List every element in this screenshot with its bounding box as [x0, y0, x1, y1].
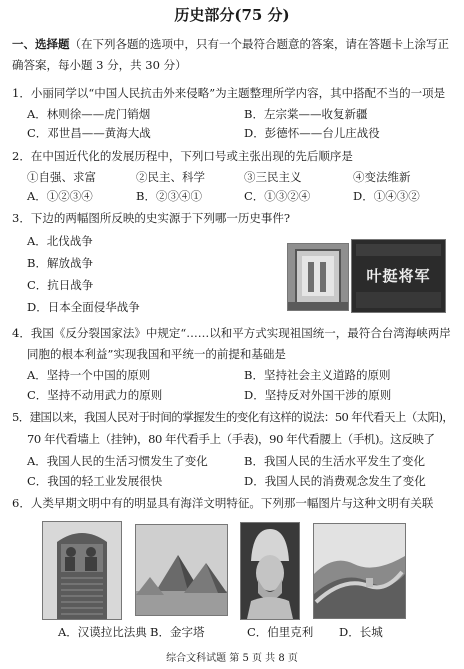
q2-stem: 2．在中国近代化的发展历程中，下列口号或主张出现的先后顺序是 [12, 149, 353, 163]
q1-option-a: A．林则徐——虎门销烟 [27, 107, 151, 121]
q4-option-b: B．坚持社会主义道路的原则 [244, 368, 391, 382]
q6-option-a: A．汉谟拉比法典 [58, 625, 147, 639]
q4-option-a: A．坚持一个中国的原则 [27, 368, 151, 382]
q4-option-d: D．坚持反对外国干涉的原则 [244, 388, 392, 402]
q3-option-a: A．北伐战争 [27, 234, 93, 248]
q1-option-c: C．邓世昌——黄海大战 [27, 126, 151, 140]
section-instruction-line2: 确答案，每小题 3 分，共 30 分） [12, 58, 187, 72]
q3-option-c: C．抗日战争 [27, 278, 94, 292]
q3-photo-inscription [351, 239, 446, 313]
q3-photo-monument [287, 243, 349, 311]
q2-option-a: A．①②③④ [27, 189, 93, 203]
section-instruction-line1 [12, 37, 449, 51]
q3-option-b: B．解放战争 [27, 256, 93, 270]
q2-item-3: ③三民主义 [244, 170, 302, 184]
q4-stem-line1: 4．我国《反分裂国家法》中规定“……以和平方式实现祖国统一，最符合台湾海峡两岸 [12, 326, 451, 340]
q6-option-b: B．金字塔 [150, 625, 205, 639]
q1-option-d: D．彭德怀——台儿庄战役 [244, 126, 380, 140]
q4-option-c: C．坚持不动用武力的原则 [27, 388, 163, 402]
q6-photo-pyramids [135, 524, 228, 616]
page-footer: 综合文科试题 第 5 页 共 8 页 [166, 653, 298, 664]
q3-stem: 3．下边的两幅图所反映的史实源于下列哪一历史事件? [12, 211, 290, 225]
q2-option-b: B．②③④① [136, 189, 202, 203]
q5-option-b: B．我国人民的生活水平发生了变化 [244, 454, 425, 468]
q5-option-d: D．我国人民的消费观念发生了变化 [244, 474, 426, 488]
q5-stem-line1: 5．建国以来，我国人民对于时间的掌握发生的变化有这样的说法：50 年代看天上（太阳)， [12, 410, 454, 424]
q6-photo-great-wall [313, 523, 406, 619]
q5-stem-line2: 70 年代看墙上（挂钟)，80 年代看手上（手表)，90 年代看腰上（手机)。这反映了 [27, 432, 435, 446]
q6-photo-pericles-bust [240, 522, 300, 620]
q3-option-d: D．日本全面侵华战争 [27, 300, 140, 314]
q6-photo-hammurabi-stele [42, 521, 122, 620]
q1-option-b: B．左宗棠——收复新疆 [244, 107, 368, 121]
q3-inscription-text: 叶挺将军 [366, 267, 431, 285]
q2-item-1: ①自强、求富 [27, 170, 96, 184]
page-title: 历史部分(75 分) [174, 6, 290, 24]
q2-option-d: D．①④③② [353, 189, 420, 203]
q5-option-c: C．我国的轻工业发展很快 [27, 474, 163, 488]
q1-stem: 1．小丽同学以“中国人民抗击外来侵略”为主题整理所学内容，其中搭配不当的一项是 [12, 86, 446, 100]
q6-stem: 6．人类早期文明中有的明显具有海洋文明特征。下列那一幅图片与这种文明有关联 [12, 496, 434, 510]
q6-option-d: D．长城 [339, 625, 383, 639]
q4-stem-line2: 同胞的根本利益”实现我国和平统一的前提和基础是 [27, 347, 286, 361]
q5-option-a: A．我国人民的生活习惯发生了变化 [27, 454, 208, 468]
q2-option-c: C．①③②④ [244, 189, 311, 203]
q2-item-4: ④变法维新 [353, 170, 411, 184]
q6-option-c: C．伯里克利 [247, 625, 314, 639]
section-heading: 一、选择题 [12, 37, 70, 51]
instruction-text: （在下列各题的选项中，只有一个最符合题意的答案，请在答题卡上涂写正 [69, 37, 449, 51]
q2-item-2: ②民主、科学 [136, 170, 205, 184]
